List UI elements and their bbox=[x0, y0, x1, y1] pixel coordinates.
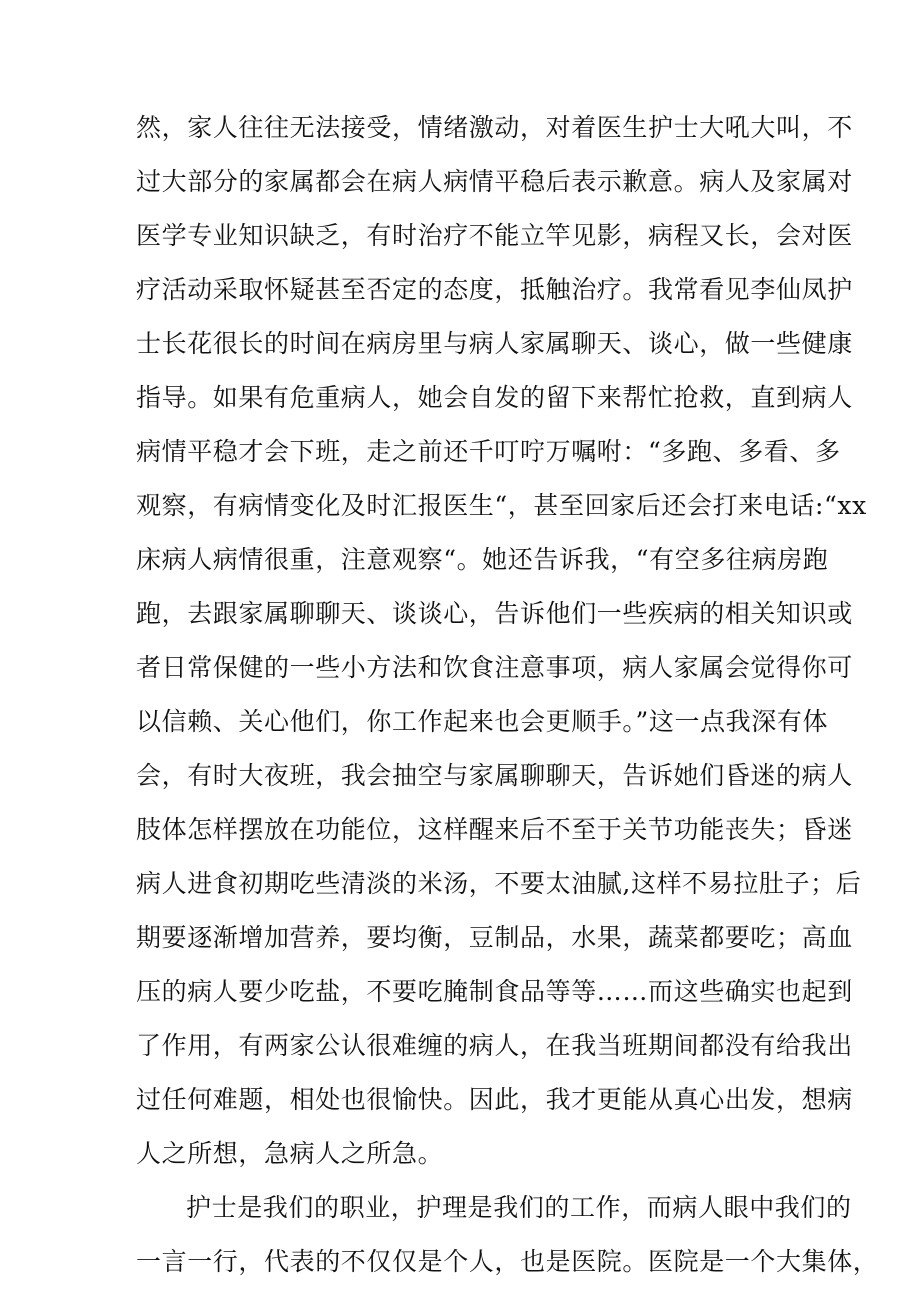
text-line: 跑，去跟家属聊聊天、谈谈心，告诉他们一些疾病的相关知识或 bbox=[136, 599, 853, 628]
text-line: 压的病人要少吃盐，不要吃腌制食品等等……而这些确实也起到 bbox=[136, 977, 853, 1006]
text-line: 疗活动采取怀疑甚至否定的态度，抵触治疗。我常看见李仙凤护 bbox=[136, 275, 853, 304]
text-line: 者日常保健的一些小方法和饮食注意事项，病人家属会觉得你可 bbox=[136, 653, 853, 682]
text-line: 然，家人往往无法接受，情绪激动，对着医生护士大吼大叫，不 bbox=[136, 113, 853, 142]
text-line: 床病人病情很重，注意观察“。她还告诉我，“有空多往病房跑 bbox=[136, 545, 829, 574]
text-line: 士长花很长的时间在病房里与病人家属聊天、谈心，做一些健康 bbox=[136, 329, 853, 358]
text-line: 会，有时大夜班，我会抽空与家属聊聊天，告诉她们昏迷的病人 bbox=[136, 761, 853, 790]
text-line: 了作用，有两家公认很难缠的病人，在我当班期间都没有给我出 bbox=[136, 1031, 853, 1060]
text-line: 肢体怎样摆放在功能位，这样醒来后不至于关节功能丧失；昏迷 bbox=[136, 815, 853, 844]
text-line: 期要逐渐增加营养，要均衡，豆制品，水果，蔬菜都要吃；高血 bbox=[136, 923, 853, 952]
text-line: 医学专业知识缺乏，有时治疗不能立竿见影，病程又长，会对医 bbox=[136, 221, 853, 250]
paragraph-first-line: 护士是我们的职业，护理是我们的工作，而病人眼中我们的 bbox=[186, 1193, 852, 1222]
text-line: 一言一行，代表的不仅仅是个人，也是医院。医院是一个大集体， bbox=[136, 1247, 879, 1276]
text-line: 病人进食初期吃些清淡的米汤，不要太油腻,这样不易拉肚子；后 bbox=[136, 869, 862, 898]
text-line: 病情平稳才会下班，走之前还千叮咛万嘱咐：“多跑、多看、多 bbox=[136, 437, 841, 466]
text-line: 过大部分的家属都会在病人病情平稳后表示歉意。病人及家属对 bbox=[136, 167, 853, 196]
text-line: 以信赖、关心他们，你工作起来也会更顺手。”这一点我深有体 bbox=[136, 707, 829, 736]
text-line: 过任何难题，相处也很愉快。因此，我才更能从真心出发，想病 bbox=[136, 1085, 853, 1114]
text-line: 人之所想，急病人之所急。 bbox=[136, 1139, 444, 1168]
text-line: 观察，有病情变化及时汇报医生“，甚至回家后还会打来电话:“xx bbox=[136, 491, 867, 520]
text-line: 指导。如果有危重病人，她会自发的留下来帮忙抢救，直到病人 bbox=[136, 383, 853, 412]
